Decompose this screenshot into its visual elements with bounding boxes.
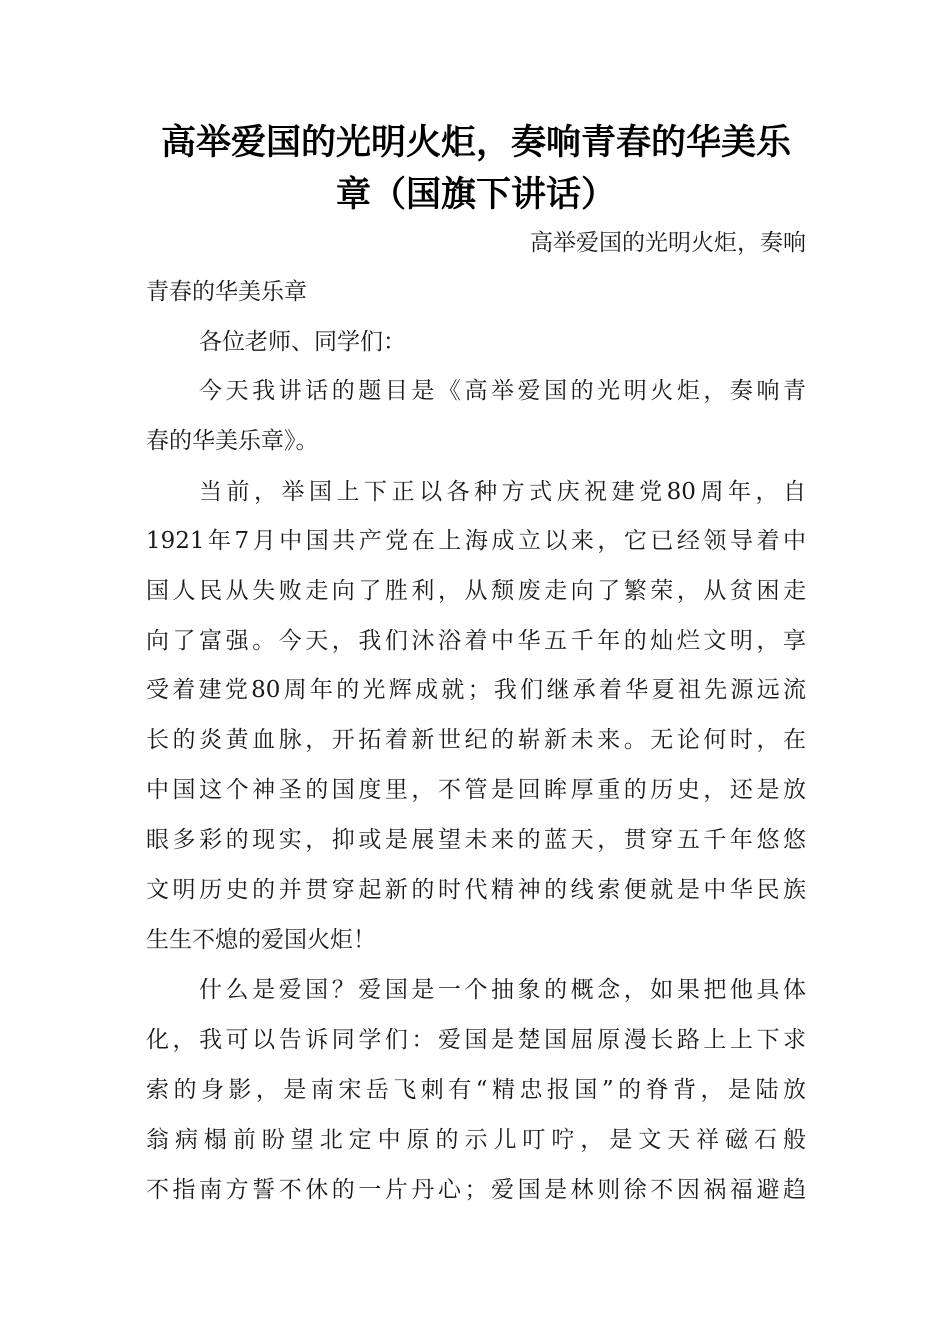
salutation: 各位老师、同学们： xyxy=(199,329,406,355)
paragraph-line: 当前，举国上下正以各种方式庆祝建党80周年，自 xyxy=(199,479,806,505)
paragraph-line: 受着建党80周年的光辉成就；我们继承着华夏祖先源远流 xyxy=(146,677,806,703)
paragraph-line: 国人民从失败走向了胜利，从颓废走向了繁荣，从贫困走 xyxy=(146,578,806,604)
paragraph-line: 文明历史的并贯穿起新的时代精神的线索便就是中华民族 xyxy=(146,877,806,903)
subtitle-line-2: 青春的华美乐章 xyxy=(146,279,307,305)
paragraph-line: 不指南方誓不休的一片丹心；爱国是林则徐不因祸福避趋 xyxy=(146,1177,806,1203)
subtitle-line-1: 高举爱国的光明火炬，奏响 xyxy=(530,230,806,256)
document-title-line-1: 高举爱国的光明火炬，奏响青春的华美乐 xyxy=(160,122,791,163)
paragraph-line: 生生不熄的爱国火炬！ xyxy=(146,927,376,953)
document-title-line-2: 章（国旗下讲话） xyxy=(335,174,616,215)
paragraph-line: 向了富强。今天，我们沐浴着中华五千年的灿烂文明，享 xyxy=(146,628,806,654)
paragraph-line: 化，我可以告诉同学们：爱国是楚国屈原漫长路上上下求 xyxy=(146,1027,806,1053)
paragraph-line: 索的身影，是南宋岳飞刺有“精忠报国”的脊背，是陆放 xyxy=(146,1077,806,1103)
paragraph-line: 翁病榻前盼望北定中原的示儿叮咛，是文天祥磁石般 xyxy=(146,1127,806,1153)
paragraph-line: 今天我讲话的题目是《高举爱国的光明火炬，奏响青 xyxy=(199,378,806,404)
paragraph-line: 长的炎黄血脉，开拓着新世纪的崭新未来。无论何时，在 xyxy=(146,727,806,753)
paragraph-line: 春的华美乐章》。 xyxy=(146,428,319,454)
paragraph-line: 中国这个神圣的国度里，不管是回眸厚重的历史，还是放 xyxy=(146,777,806,803)
paragraph-line: 什么是爱国？爱国是一个抽象的概念，如果把他具体 xyxy=(199,977,806,1003)
paragraph-line: 1921年7月中国共产党在上海成立以来，它已经领导着中 xyxy=(146,528,806,554)
paragraph-line: 眼多彩的现实，抑或是展望未来的蓝天，贯穿五千年悠悠 xyxy=(146,827,806,853)
